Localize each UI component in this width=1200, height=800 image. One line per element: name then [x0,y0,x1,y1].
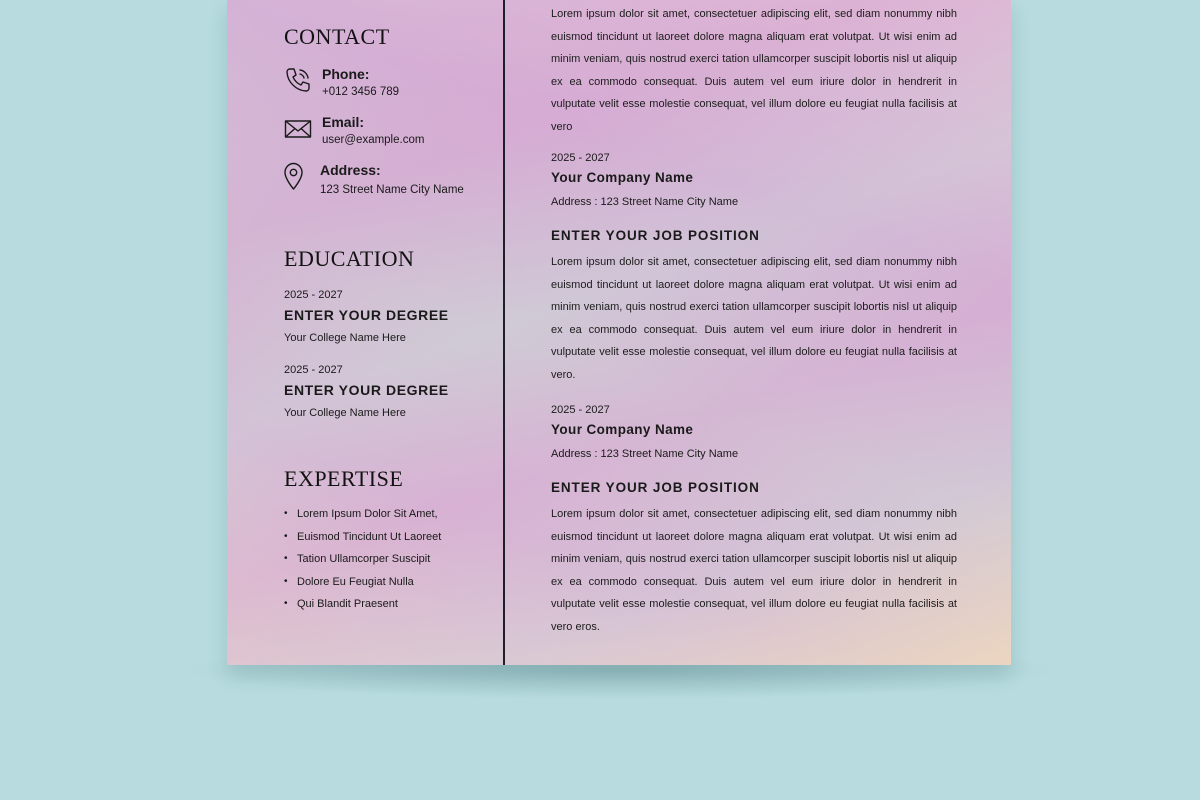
education-school: Your College Name Here [284,407,406,419]
education-school: Your College Name Here [284,332,406,344]
expertise-item: • Euismod Tincidunt Ut Laoreet [284,528,441,551]
phone-icon [284,66,312,96]
phone-value: +012 3456 789 [322,86,400,98]
education-item [284,364,494,419]
job-company: Your Company Name [551,422,694,437]
email-label: Email: [322,114,365,130]
job-years: 2025 - 2027 [551,152,610,164]
job-description: Lorem ipsum dolor sit amet, consectetuer adipiscing elit, sed diam nonummy nibh euismod tincidunt ut laoreet dolore magna aliquam erat volutpat. Ut wisi enim ad minim veniam, quis nostrud exerci tation ullamcorper suscipit lobortis nisl ut aliquip ex ea commodo consequat. Duis autem vel eum iriure dolor in hendrerit in vulputate velit esse molestie consequat, vel illum dolore eu feugiat nulla facilisis at vero. [551,256,957,381]
expertise-heading: EXPERTISE [284,466,404,491]
education-item [284,289,494,344]
job-description: Lorem ipsum dolor sit amet, consectetuer adipiscing elit, sed diam nonummy nibh euismod tincidunt ut laoreet dolore magna aliquam erat volutpat. Ut wisi enim ad minim veniam, quis nostrud exerci tation ullamcorper suscipit lobortis nisl ut aliquip ex ea commodo consequat. Duis autem vel eum iriure dolor in hendrerit in vulputate velit esse molestie consequat, vel illum dolore eu feugiat nulla facilisis at vero eros. [551,508,957,633]
address-value: 123 Street Name City Name [320,184,464,196]
job-company: Your Company Name [551,170,694,185]
job-position: ENTER YOUR JOB POSITION [551,228,760,243]
resume-page [227,0,1011,665]
contact-address [284,162,494,202]
education-heading: EDUCATION [284,246,415,271]
contact-phone [284,66,494,106]
address-label: Address: [320,162,381,178]
job-address: Address : 123 Street Name City Name [551,448,739,460]
intro-paragraph: Lorem ipsum dolor sit amet, consectetuer adipiscing elit, sed diam nonummy nibh euismod tincidunt ut laoreet dolore magna aliquam erat volutpat. Ut wisi enim ad minim veniam, quis nostrud exerci tation ullamcorper suscipit lobortis nisl ut aliquip ex ea commodo consequat. Duis autem vel eum iriure dolor in hendrerit in vulputate velit esse molestie consequat, vel illum dolore eu feugiat nulla facilisis at vero [551,8,957,133]
contact-email [284,114,494,154]
expertise-item: • Lorem Ipsum Dolor Sit Amet, [284,505,441,528]
education-years: 2025 - 2027 [284,364,343,376]
expertise-list [284,505,441,618]
location-pin-icon [284,162,312,192]
expertise-item: • Qui Blandit Praesent [284,595,441,618]
education-degree: ENTER YOUR DEGREE [284,307,449,323]
contact-heading: CONTACT [284,24,390,49]
expertise-item: • Dolore Eu Feugiat Nulla [284,573,441,596]
education-years: 2025 - 2027 [284,289,343,301]
envelope-icon [284,114,312,144]
job-years: 2025 - 2027 [551,404,610,416]
phone-label: Phone: [322,66,370,82]
education-degree: ENTER YOUR DEGREE [284,382,449,398]
job-position: ENTER YOUR JOB POSITION [551,480,760,495]
email-value: user@example.com [322,134,425,146]
job-address: Address : 123 Street Name City Name [551,196,739,208]
expertise-item: • Tation Ullamcorper Suscipit [284,550,441,573]
column-divider [503,0,505,665]
